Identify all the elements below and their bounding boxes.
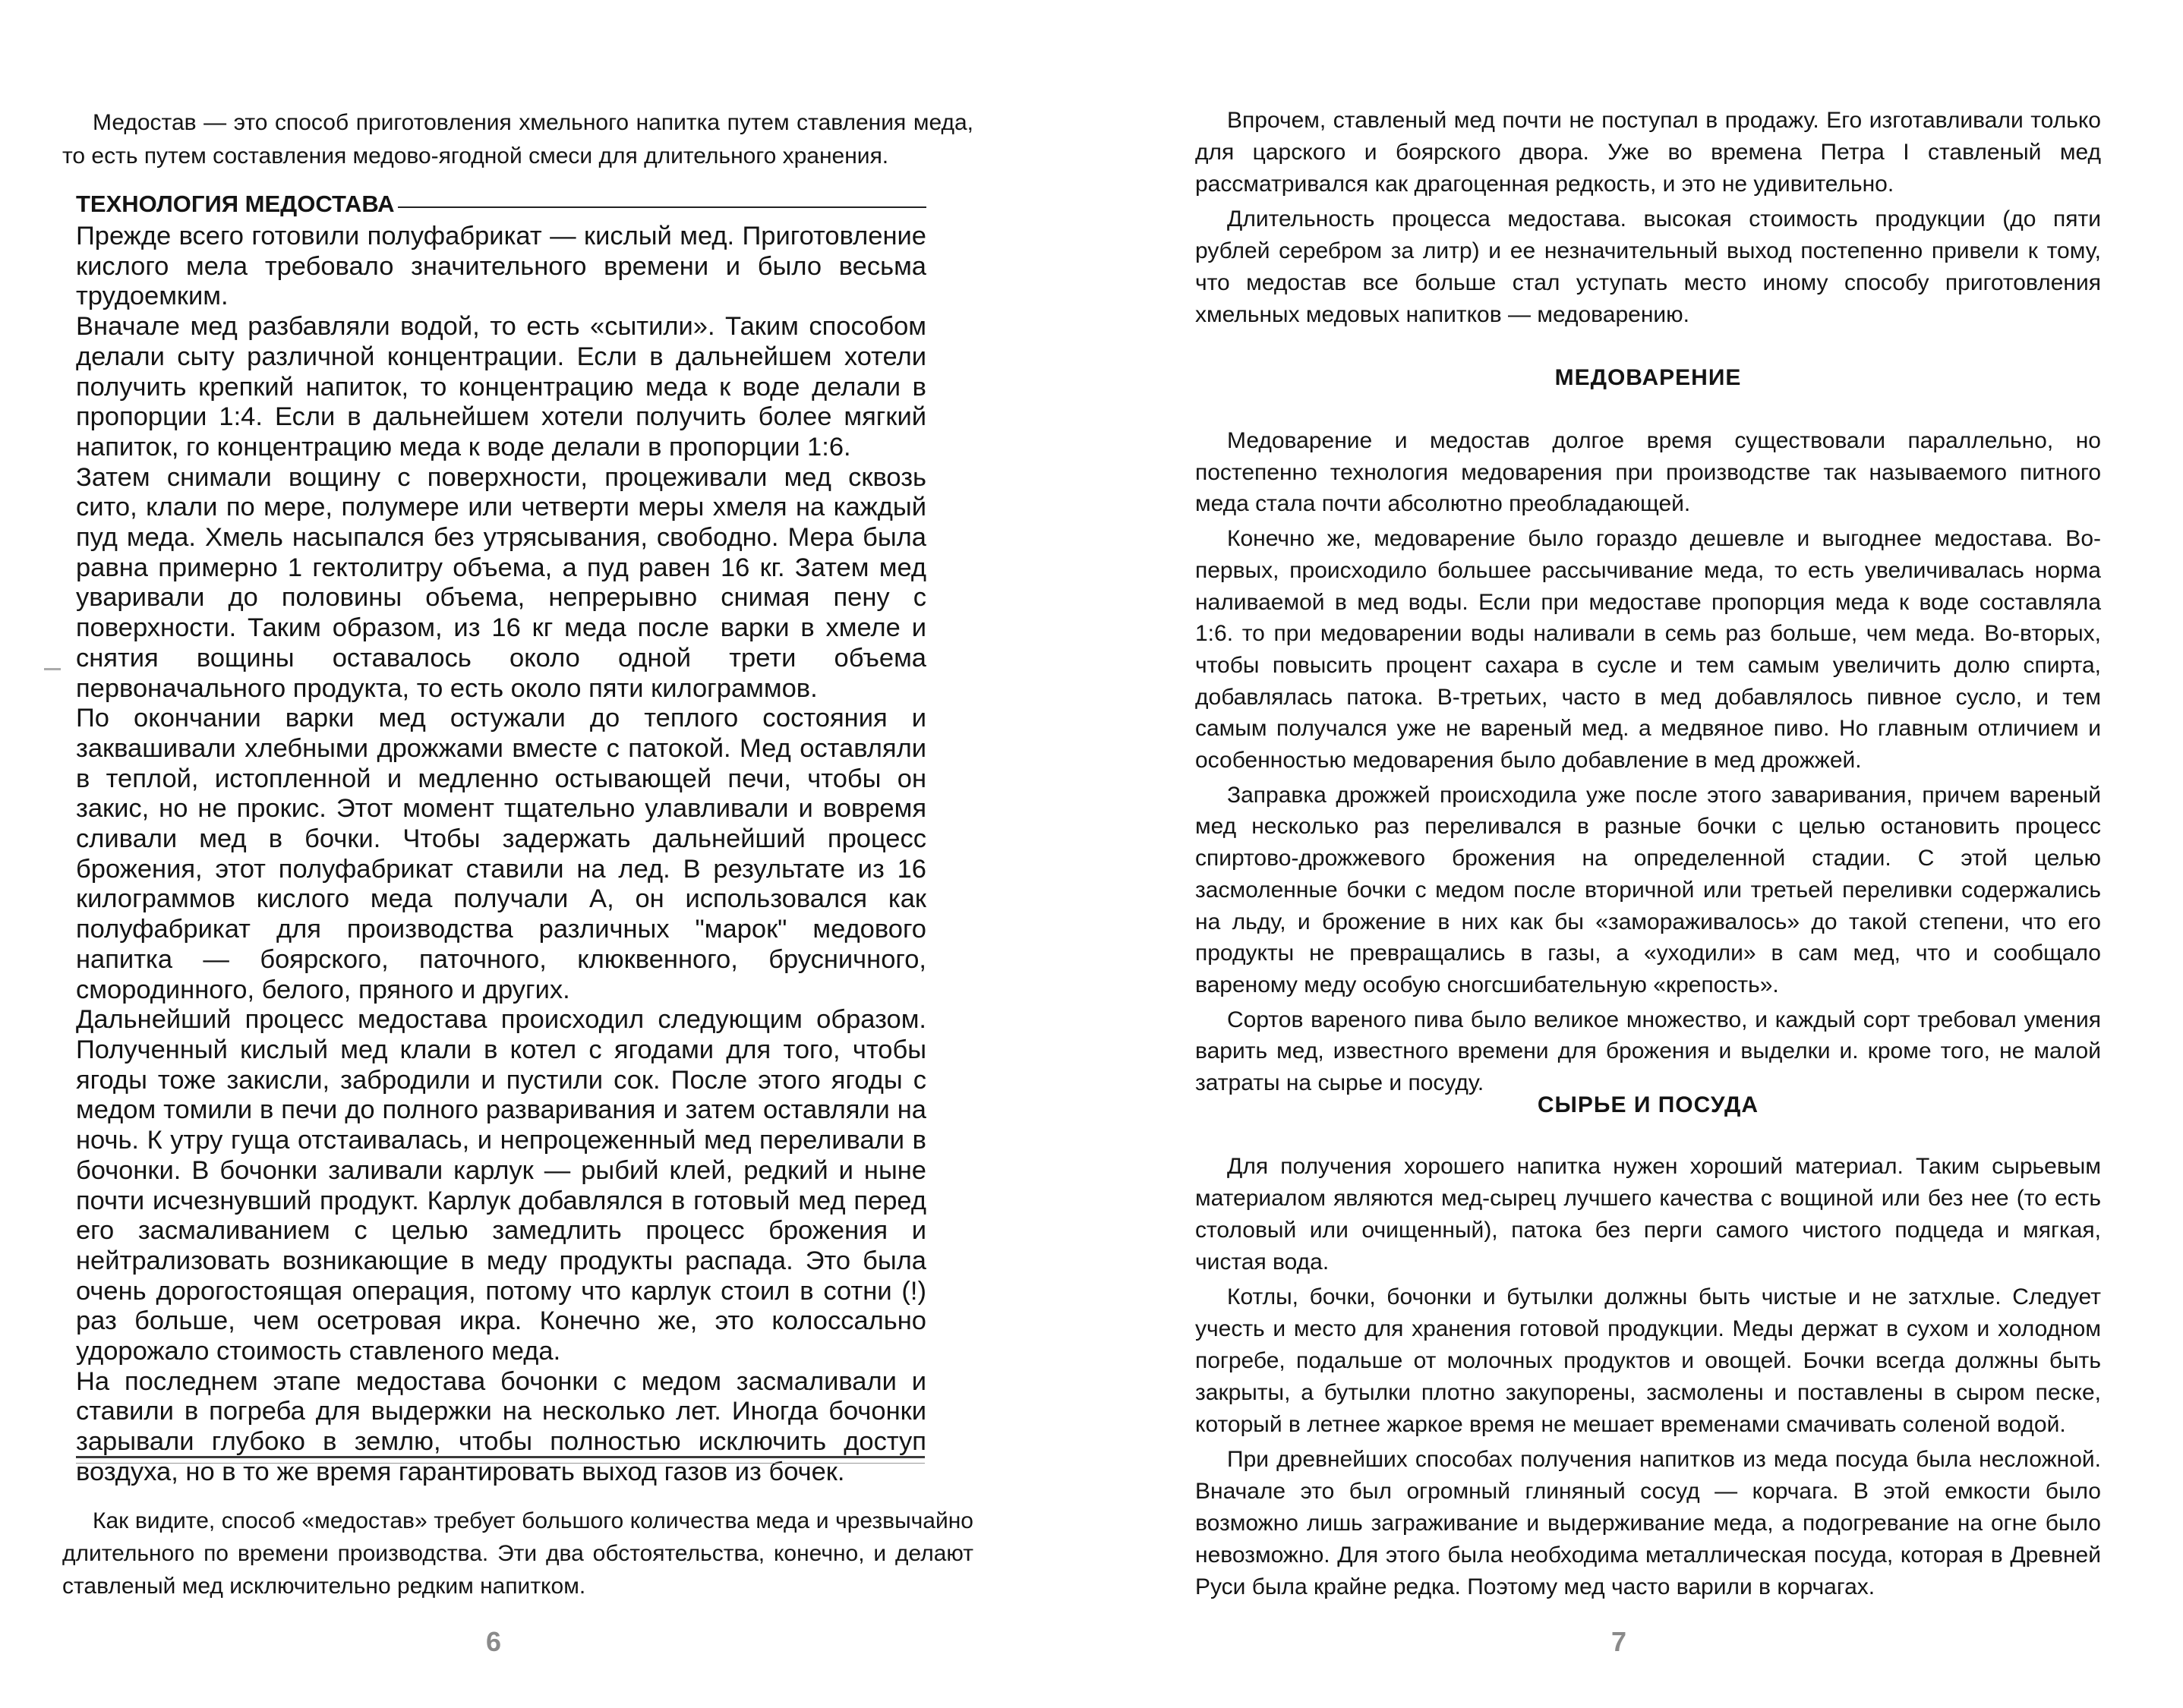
box-paragraph: По окончании варки мед остужали до теплого состояния и заквашивали хлебными дрожжами вместе с патокой. Мед оставляли в теплой, истопленной и медленно остывающей печи, чтобы он закис, но не прокис. Этот момент тщательно улавливали и вовремя сливали мед в бочки. Чтобы задержать дальнейший процесс брожения, этот полуфабрикат ставили на лед. В результате из 16 килограммов кислого меда получали А, он использовался как полуфабрикат для производства различных "марок" медового напитка — боярского, паточного, клюквенного, брусничного, смородинного, белого, пряного и других.: [76, 704, 926, 1004]
page-number-left: 6: [486, 1626, 502, 1657]
right-intro-paragraph: Длительность процесса медостава. высокая стоимость продукции (до пяти рублей серебром за литр) и ее незначительный выход постепенно привели к тому, что медостав все больше стал уступать место иному способу приготовления хмельных медовых напитков — медоварению.: [1195, 206, 2101, 327]
left-page: [0, 0, 1091, 1708]
section-paragraph: При древнейших способах получения напитков из меда посуда была несложной. Вначале это был огромный глиняный сосуд — корчага. В этой емкости было возможно лишь заграживание и выдерживание меда, а подогревание на огне было невозможно. Для этого была необходима металлическая посуда, которая в Древней Руси была крайне редка. Поэтому мед часто варили в корчагах.: [1195, 1447, 2101, 1599]
box-title: ТЕХНОЛОГИЯ МЕДОСТАВА: [76, 187, 398, 222]
box-paragraph: Дальнейший процесс медостава происходил следующим образом. Полученный кислый мед клали в котел с ягодами для того, чтобы ягоды тоже закисли, забродили и пустили сок. После этого ягоды с медом томили в печи до полного разваривания и затем оставляли на ночь. К утру гуща отстаивалась, и непроцеженный мед переливали в бочонки. В бочонки заливали карлук — рыбий клей, редкий и ныне почти исчезнувший продукт. Карлук добавлялся в готовый мед перед его засмаливанием с целью замедлить процесс брожения и нейтрализовать возникающие в меду продукты распада. Это была очень дорогостоящая операция, потому что карлук стоил в сотни (!) раз больше, чем осетровая икра. Конечно же, это колоссально удорожало стоимость ставленого меда.: [76, 1005, 926, 1366]
section-paragraph: Для получения хорошего напитка нужен хороший материал. Таким сырьевым материалом являются мед-сырец лучшего качества с вощиной или без нее (то есть столовый или очищенный), патока без перги самого чистого подцеда и мягкая, чистая вода.: [1195, 1154, 2101, 1275]
box-paragraph: Затем снимали вощину с поверхности, процеживали мед сквозь сито, клали по мере, полумере или четверти меры хмеля на каждый пуд меда. Хмель насыпался без утрясывания, свободно. Мера была равна примерно 1 гектолитру объема, а пуд равен 16 кг. Затем мед уваривали до половины объема, непрерывно снимая пену с поверхности. Таким образом, из 16 кг меда после варки в хмеле и снятия вощины оставалось около одной трети объема первоначального продукта, то есть около пяти килограммов.: [76, 462, 926, 703]
section-paragraph: Конечно же, медоварение было гораздо дешевле и выгоднее медостава. Во-первых, происходило большее рассычивание меда, то есть увеличивалась норма наливаемой в мед воды. Если при медоставе пропорция меда к воде составляла 1:6. то при медоварении воды наливали в семь раз больше, чем меда. Во-вторых, чтобы повысить процент сахара в сусле и тем самым увеличить долю спирта, добавлялась патока. В-третьих, часто в мед добавлялось пивное сусло, и тем самым получался уже не вареный мед. а медвяное пиво. Но главным отличием и особенностью медоварения было добавление в мед дрожжей.: [1195, 526, 2101, 774]
box-paragraph: Вначале мед разбавляли водой, то есть «сытили». Таким способом делали сыту различной концентрации. Если в дальнейшем хотели получить крепкий напиток, то концентрацию меда к воде делали в пропорции 1:4. Если в дальнейшем хотели получить более мягкий напиток, го концентрацию меда к воде делали в пропорции 1:6.: [76, 312, 926, 462]
box-bottom-rule: [76, 1456, 925, 1464]
section-title-medovarenie: МЕДОВАРЕНИЕ: [1554, 365, 1742, 390]
right-intro: [1195, 105, 2101, 331]
scan-mark: [44, 668, 61, 670]
technology-box: [76, 187, 926, 1488]
left-intro-paragraph: Медостав — это способ приготовления хмельного напитка путем ставления меда, то есть путем составления медово-ягодной смеси для длительного хранения.: [62, 110, 973, 169]
box-paragraph: На последнем этапе медостава бочонки с медом засмаливали и ставили в погреба для выдержки на несколько лет. Иногда бочонки зарывали глубоко в землю, чтобы полностью исключить доступ воздуха, но в то же время гарантировать выход газов из бочек.: [76, 1366, 926, 1486]
section-paragraph: Медоварение и медостав долгое время существовали параллельно, но постепенно технология медоварения при производстве так называемого питного меда стала почти абсолютно преобладающей.: [1195, 428, 2101, 517]
box-paragraph: Прежде всего готовили полуфабрикат — кислый мед. Приготовление кислого мела требовало значительного времени и было весьма трудоемким.: [76, 222, 926, 311]
section-medovarenie: [1195, 425, 2101, 1099]
left-intro: [62, 106, 973, 173]
section-paragraph: Заправка дрожжей происходила уже после этого заваривания, причем вареный мед несколько раз переливался в разные бочки с целью остановить процесс спиртово-дрожжевого брожения на определенной стадии. С этой целью засмоленные бочки с медом после вторичной или третьей переливки содержались на льду, и брожение в них как бы «замораживалось» до такой степени, что его продукты не превращались в газы, а «уходили» в сам мед, что и сообщало вареному меду особую сногсшибательную «крепость».: [1195, 782, 2101, 997]
section-title-syrye: СЫРЬЕ И ПОСУДА: [1537, 1092, 1759, 1117]
page-number-right: 7: [1611, 1626, 1627, 1657]
section-syrye: [1195, 1151, 2101, 1603]
right-page: [1091, 0, 2183, 1708]
box-header: [76, 187, 926, 222]
left-outro-paragraph: Как видите, способ «медостав» требует большого количества меда и чрезвычайно длительного по времени производства. Эти два обстоятельства, конечно, и делают ставленый мед исключительно редким напитком.: [62, 1508, 973, 1599]
section-paragraph: Котлы, бочки, бочонки и бутылки должны быть чистые и не затхлые. Следует учесть и место для хранения готовой продукции. Меды держат в сухом и холодном погребе, подальше от молочных продуктов и овощей. Бочки всегда должны быть закрыты, а бутылки плотно закупорены, засмолены и поставлены в сыром песке, который в летнее жаркое время не мешает временами смачивать соленой водой.: [1195, 1284, 2101, 1437]
right-intro-paragraph: Впрочем, ставленый мед почти не поступал в продажу. Его изготавливали только для царского и боярского двора. Уже во времена Петра I ставленый мед рассматривался как драгоценная редкость, и это не удивительно.: [1195, 108, 2101, 197]
section-paragraph: Сортов вареного пива было великое множество, и каждый сорт требовал умения варить мед, известного времени для брожения и выделки и. кроме того, не малой затраты на сырье и посуду.: [1195, 1007, 2101, 1096]
left-outro: [62, 1505, 973, 1602]
